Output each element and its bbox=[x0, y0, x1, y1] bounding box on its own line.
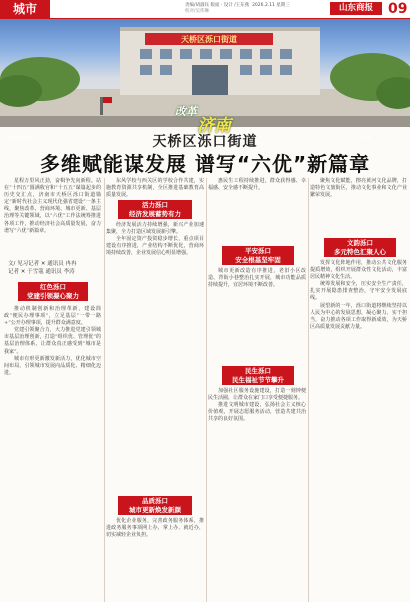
subtitle-line: 党建引领凝心聚力 bbox=[27, 291, 79, 300]
page-number: 09 bbox=[388, 1, 408, 17]
paragraph: 推动机制创新和治理革新，建设简政“便民办理事项”，立足基层“一带一路+”公开办理事项，提升群众满意度。 bbox=[4, 306, 101, 327]
window bbox=[280, 49, 292, 59]
column-divider bbox=[308, 178, 309, 602]
subtitle-line: 文韵泺口 bbox=[347, 239, 373, 247]
paragraph: 东风学校与西关区的学校合作共建，实施教育资源共享机制，全区推进基础教育高质量发展。 bbox=[106, 178, 204, 199]
byline-line: 记者 ✕ 于雪蔻 通讯员 李涛 bbox=[8, 269, 75, 275]
paragraph: 推进文明城市建设，弘扬社会主义核心价值观，开展志愿服务活动，营造共建共治共享的良好氛围。 bbox=[208, 402, 306, 423]
window bbox=[240, 49, 252, 59]
byline-line: 文/ 见习记者 ✕ 通讯员 冉冉 bbox=[8, 261, 77, 267]
header-proofreader: 校对/吴伟琳 bbox=[185, 9, 210, 14]
section-subtitle bbox=[18, 282, 88, 301]
section-subtitle bbox=[222, 246, 294, 265]
paragraph: 发挥文化阵地作用，推动公共文化服务提质增效，组织开展群众性文化活动，丰富居民精神文化生活。 bbox=[310, 260, 407, 281]
paragraph: 全年固定资产投资稳步增长，重点项目建设有序推进，产业结构不断优化，营商环境持续改善，企业发展信心明显增强。 bbox=[106, 236, 204, 257]
column-logo-top: 改革 bbox=[175, 105, 197, 118]
subtitle-line: 经济发展蓄势有力 bbox=[129, 209, 181, 218]
header-editor: 责编/胡淑钰 版面 · 设计 /王东燕 bbox=[185, 3, 250, 8]
article-column-4 bbox=[310, 260, 407, 602]
article-headline: 多维赋能谋发展 谱写“六优”新篇章 bbox=[39, 152, 371, 176]
flag bbox=[103, 97, 112, 103]
window bbox=[240, 65, 252, 75]
subtitle-line: 多元特色汇聚人心 bbox=[334, 247, 386, 256]
paragraph: 加强社区服务设施建设，打造一刻钟便民生活圈，让群众在家门口享受便捷服务。 bbox=[208, 388, 306, 402]
building-entrance bbox=[192, 65, 228, 95]
column-divider bbox=[206, 178, 207, 602]
window bbox=[260, 65, 272, 75]
paragraph: 城市更新改造有序推进，老旧小区改造、背街小巷整治扎实开展，城市功能品质持续提升，宜居环境不断改善。 bbox=[208, 268, 306, 289]
article-subhead: 天桥区泺口街道 bbox=[152, 134, 258, 150]
paragraph: 党建引领聚合力，大力推进党建引领城市基层治理创新，打造“组织优、管理优”的基层治理体系，让群众真正感受到“城市是我家”。 bbox=[4, 327, 101, 355]
building-sign-text: 天桥区泺口街道 bbox=[181, 35, 237, 44]
section-tag: 城市 bbox=[0, 0, 50, 18]
window bbox=[260, 49, 272, 59]
subtitle-line: 红色泺口 bbox=[40, 283, 66, 291]
paragraph: 惠民生工程持续推进，群众获得感、幸福感、安全感不断提升。 bbox=[208, 178, 306, 192]
subtitle-line: 活力泺口 bbox=[142, 201, 168, 209]
article-column-3 bbox=[208, 268, 306, 360]
column-divider bbox=[104, 178, 105, 602]
window bbox=[160, 49, 172, 59]
subtitle-line: 平安泺口 bbox=[245, 247, 271, 255]
section-subtitle bbox=[222, 366, 294, 385]
building-roofline bbox=[120, 27, 320, 31]
paragraph: 展望新的一年，泺口街道将继续坚持以人民为中心的发展思想，凝心聚力、实干担当，奋力推动各项工作取得新成效，为天桥区高质量发展贡献力量。 bbox=[310, 302, 407, 330]
paragraph: 优化企业服务，完善政务服务体系，推进政务服务事项网上办、掌上办、就近办，切实减轻企业负担。 bbox=[106, 518, 204, 539]
photo-caption: 泺口街道办事处 bbox=[4, 135, 32, 140]
article-column-4-intro bbox=[310, 178, 407, 236]
column-logo-bottom: 济南 bbox=[197, 116, 231, 136]
window bbox=[180, 49, 192, 59]
article-column-3-bottom bbox=[208, 388, 306, 602]
window bbox=[200, 49, 212, 59]
paragraph: 统筹发展和安全，压实安全生产责任，扎实开展隐患排查整治，守牢安全发展底线。 bbox=[310, 281, 407, 302]
paragraph: 城市有形更新激发新活力，优化城市空间布局，引领城市发展向品质化、精细化迈进。 bbox=[4, 355, 101, 376]
window bbox=[220, 49, 232, 59]
subtitle-line: 安全根基坚牢固 bbox=[235, 255, 281, 264]
subtitle-line: 品质泺口 bbox=[142, 497, 168, 505]
paragraph: 经济发展活力持续增强，新兴产业加速集聚，全力打造区域发展新引擎。 bbox=[106, 222, 204, 236]
paragraph: 聚焦文化赋能，擦亮黄河文化品牌，打造特色文旅街区，推动文化事业和文化产业繁荣发展。 bbox=[310, 178, 407, 199]
photo-credit: 胡丁/摄 bbox=[358, 135, 372, 140]
header-info bbox=[185, 3, 290, 15]
section-subtitle bbox=[118, 496, 192, 515]
subtitle-line: 民生泺口 bbox=[245, 367, 271, 375]
article-column-2-bottom bbox=[106, 518, 204, 602]
article-column-1 bbox=[4, 306, 101, 602]
paragraph: 星程万里风正劲，奋楫争先向新程。站在“十四五”圆满收官和“十五五”谋篇起步的历史交汇点，济南市天桥区泺口街道锚定“新时代社会主义现代化强省建设”一条主线，聚焦改革、营商环境、城市更新、基层治理等关键领域，以“六优”工作法统筹推进各项工作，推动经济社会高质量发展，奋力谱写“六优”新篇章。 bbox=[4, 178, 101, 234]
article-column-2-intro bbox=[106, 178, 204, 198]
section-subtitle bbox=[118, 200, 192, 219]
subtitle-line: 民生福祉节节攀升 bbox=[232, 375, 284, 384]
paper-name: 山东商报 bbox=[330, 2, 382, 15]
column-logo bbox=[175, 103, 255, 136]
subtitle-line: 城市更新焕发新颜 bbox=[129, 505, 181, 514]
flag-pole bbox=[100, 97, 103, 115]
window bbox=[280, 65, 292, 75]
article-byline bbox=[8, 260, 98, 276]
article-column-1-intro bbox=[4, 178, 101, 258]
article-column-3-intro bbox=[208, 178, 306, 244]
window bbox=[160, 65, 172, 75]
section-subtitle bbox=[324, 238, 396, 257]
window bbox=[140, 65, 152, 75]
window bbox=[140, 49, 152, 59]
article-column-2 bbox=[106, 222, 204, 490]
page-header bbox=[0, 0, 410, 19]
header-date: 2026.2.11 星期三 bbox=[252, 3, 290, 8]
